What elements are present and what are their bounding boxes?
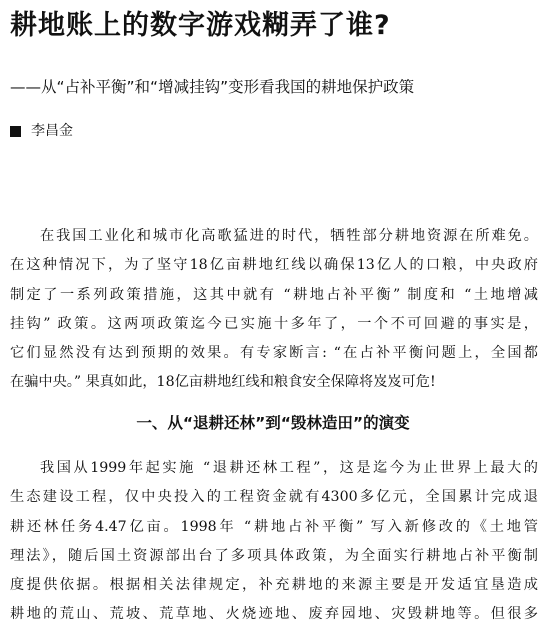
- paragraph-line: 挂钩” 政策。这两项政策迄今已实施十多年了，一个不可回避的事实是，: [10, 315, 538, 332]
- paragraph-line: 在我国工业化和城市化高歌猛进的时代，牺牲部分耕地资源在所难免。: [40, 228, 538, 244]
- author-name: 李昌金: [31, 123, 73, 139]
- paragraph-section1: [10, 454, 538, 630]
- paragraph-line: 耕还林任务4.47亿亩。1998年 “耕地占补平衡” 写入新修改的《土地管: [10, 518, 538, 535]
- square-bullet-icon: [10, 126, 21, 137]
- paragraph-line: 理法》，随后国土资源部出台了多项具体政策，为全面实行耕地占补平衡制: [10, 547, 538, 564]
- paragraph-line: 生态建设工程，仅中央投入的工程资金就有4300多亿元，全国累计完成退: [10, 489, 538, 506]
- paragraph-line: 在这种情况下，为了坚守18亿亩耕地红线以确保13亿人的口粮，中央政府: [10, 257, 538, 274]
- article-title: 耕地账上的数字游戏糊弄了谁?: [10, 10, 391, 41]
- article-subtitle: ——从“占补平衡”和“增减挂钩”变形看我国的耕地保护政策: [10, 78, 415, 96]
- paragraph-line: 它们显然没有达到预期的效果。有专家断言: “在占补平衡问题上，全国都: [10, 345, 538, 362]
- paragraph-intro: [10, 222, 538, 398]
- paragraph-line: 度提供依据。根据相关法律规定，补充耕地的来源主要是开发适宜垦造成: [10, 577, 538, 594]
- paragraph-line: 制定了一系列政策措施，这其中就有 “耕地占补平衡” 制度和 “土地增减: [10, 286, 538, 303]
- paragraph-line: 在骗中央。” 果真如此，18亿亩耕地红线和粮食安全保障将岌岌可危!: [10, 374, 436, 391]
- paragraph-line: 耕地的荒山、荒坡、荒草地、火烧迹地、废弃园地、灾毁耕地等。但很多: [10, 606, 538, 623]
- section-heading: 一、从“退耕还林”到“毁林造田”的演变: [136, 414, 410, 432]
- author-line: [10, 121, 73, 141]
- paragraph-line: 我国从1999年起实施 “退耕还林工程”，这是迄今为止世界上最大的: [40, 460, 538, 476]
